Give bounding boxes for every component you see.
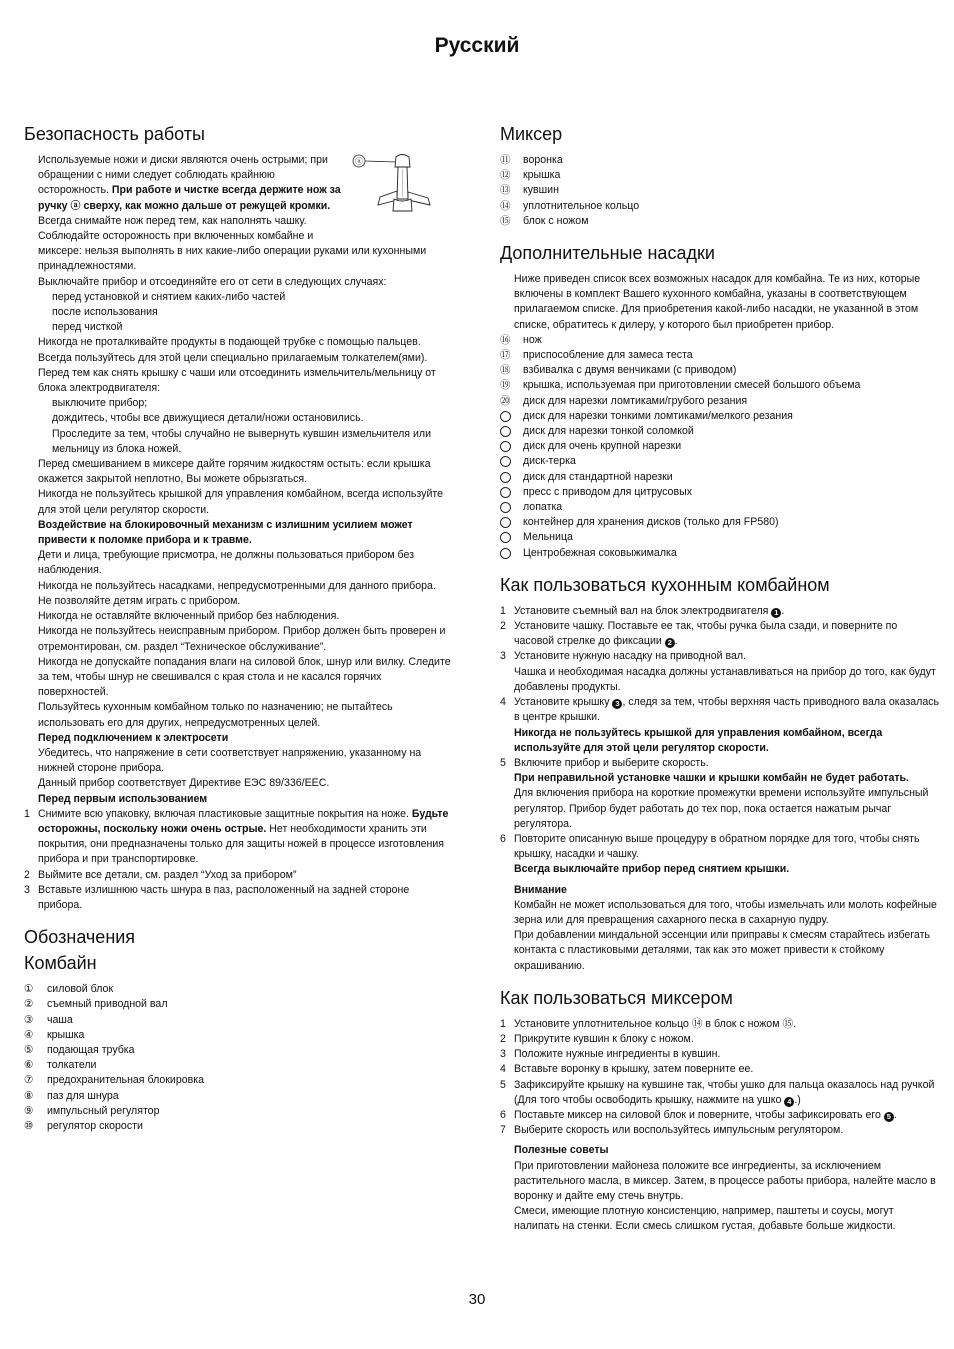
list-item <box>500 409 940 424</box>
list-item <box>24 1104 452 1119</box>
callout-a-ref: ⓐ <box>70 200 81 212</box>
step-badge: 1 <box>771 608 781 618</box>
list-item: 4 Установите крышку 3 , следя за тем, чтобы верхняя часть приводного вала оказалась в центре крышки. Никогда не пользуйтесь крышкой для управления комбайном, всегда используйте для этой цели регулятор скорости. <box>500 696 940 754</box>
item-label: нож <box>523 333 542 346</box>
item-number: ⑥ <box>24 1059 34 1072</box>
list-item: 1 Снимите всю упаковку, включая пластиковые защитные покрытия на ноже. Будьте осторожны, поскольку ножи очень острые. Нет необходимости хранить эти покрытия, они предназначены только для защиты ножей в процессе изготовления прибора и при транспортировке. <box>24 807 449 866</box>
safety-heading: Безопасность работы <box>24 124 205 144</box>
item-label: воронка <box>523 154 563 166</box>
list-item <box>500 500 940 515</box>
list-item: 3 Установите нужную насадку на приводной вал. Чашка и необходимая насадка должны устанавливаться на прибор до того, как будут добавлены продукты. <box>500 650 936 693</box>
list-item <box>500 530 940 545</box>
left-column <box>24 122 452 1134</box>
legend-heading: Обозначения <box>24 927 136 948</box>
attachments-numbered-list <box>500 333 940 409</box>
list-item: 5 Включите прибор и выберите скорость. При неправильной установке чашки и крышки комбайн не будет работать. Для включения прибора на короткие промежутки времени используйте импульсный регулятор. Прибор будет работать до тех пор, пока остается нажатым рычаг регулятора. <box>500 756 929 830</box>
list-item <box>500 168 940 183</box>
attachments-intro: Ниже приведен список всех возможных насадок для комбайна. Те из них, которые включены в комплект Вашего кухонного комбайна, указаны в соответствующем прилагаемом списке. Для приобретения какой-либо насадки, не указанной в этом списке, обратитесь к дилеру, у которого был приобретен прибор. <box>514 273 921 331</box>
list-item: 2 Установите чашку. Поставьте ее так, чтобы ручка была сзади, и поверните по часовой стрелке до фиксации 2 . <box>500 620 898 648</box>
item-number: ⑯ <box>500 333 511 346</box>
item-label: чаша <box>47 1013 73 1026</box>
item-number: ⑲ <box>500 379 511 392</box>
item-number: ⑰ <box>500 349 511 362</box>
item-number: ⑤ <box>24 1043 34 1056</box>
power-p2: Данный прибор соответствует Директиве ЕЭС 89/336/EEC. <box>38 777 330 790</box>
list-item <box>500 333 940 348</box>
use-mixer-steps <box>500 1017 940 1139</box>
item-label: предохранительная блокировка <box>47 1074 204 1087</box>
list-item: 6 Повторите описанную выше процедуру в обратном порядке для того, чтобы снять крышку, насадки и чашку. Всегда выключайте прибор перед снятием крышки. <box>500 832 920 876</box>
safety-p3: Выключайте прибор и отсоединяйте его от сети в следующих случаях: <box>38 275 387 288</box>
item-number: ⑩ <box>24 1119 34 1132</box>
note-p1: Комбайн не может использоваться для того, чтобы измельчать или молоть кофейные зерна или для превращения сахарного песка в сахарную пудру. <box>514 898 937 926</box>
list-item: 5 Зафиксируйте крышку на кувшине так, чтобы ушко для пальца оказалось над ручкой (Для того чтобы освободить крышку, нажмите на ушко 4 .) <box>500 1078 935 1106</box>
item-number: ⑪ <box>500 154 511 166</box>
list-item <box>500 546 940 561</box>
list-item <box>500 454 940 469</box>
use-processor-heading: Как пользоваться кухонным комбайном <box>500 574 830 595</box>
page-number: 30 <box>468 1291 486 1308</box>
power-p1: Убедитесь, что напряжение в сети соответствует напряжению, указанному на нижней стороне прибора. <box>38 746 422 775</box>
empty-circle-icon <box>500 426 511 437</box>
item-label: Мельница <box>523 531 573 544</box>
item-label: диск для нарезки тонкой соломкой <box>523 425 694 438</box>
item-label: кувшин <box>523 184 559 197</box>
tips-heading: Полезные советы <box>514 1144 609 1157</box>
list-item <box>500 153 940 168</box>
use-mixer-heading: Как пользоваться миксером <box>500 987 733 1008</box>
item-label: диск для нарезки ломтиками/грубого резания <box>523 394 748 407</box>
item-label: диск-терка <box>523 455 576 468</box>
item-label: диск для стандартной нарезки <box>523 470 673 483</box>
item-label: диск для очень крупной нарезки <box>523 440 682 453</box>
list-item <box>500 363 940 378</box>
list-item <box>500 183 940 198</box>
step-badge: 3 <box>612 699 622 709</box>
item-label: силовой блок <box>47 983 114 996</box>
item-label: импульсный регулятор <box>47 1104 160 1117</box>
safety-p2: Соблюдайте осторожность при включенных комбайне и миксере: нельзя выполнять в них какие-либо операции руками или кухонными принадлежностями. <box>38 230 427 273</box>
step-badge: 5 <box>884 1112 894 1122</box>
list-item <box>500 394 940 409</box>
step-badge: 4 <box>784 1097 794 1107</box>
item-label: приспособление для замеса теста <box>523 349 693 362</box>
safety-p15: Пользуйтесь кухонным комбайном только по назначению; не пытайтесь использовать его для других, непредусмотренных целей. <box>38 701 393 729</box>
item-label: диск для нарезки тонкими ломтиками/мелкого резания <box>523 409 793 422</box>
safety-p5-item: дождитесь, чтобы все движущиеся детали/ножи остановились. <box>52 412 364 425</box>
list-item <box>24 982 452 997</box>
safety-p4: Никогда не проталкивайте продукты в подающей трубке с помощью пальцев. Всегда пользуйтесь для этой цели специально прилагаемым толкателем(ями). <box>38 336 428 364</box>
empty-circle-icon <box>500 487 511 498</box>
item-number: ⑦ <box>24 1074 34 1087</box>
list-item: 6 Поставьте миксер на силовой блок и поверните, чтобы зафиксировать его 5 . <box>500 1108 897 1121</box>
step-badge: 2 <box>665 638 675 648</box>
mixer-heading: Миксер <box>500 124 563 144</box>
item-number: ① <box>24 983 34 996</box>
list-item <box>24 1119 452 1134</box>
safety-p1: Всегда снимайте нож перед тем, как наполнять чашку. <box>38 214 307 227</box>
safety-p12: Никогда не оставляйте включенный прибор без наблюдения. <box>38 610 340 623</box>
item-label: крышка, используемая при приготовлении смесей большого объема <box>523 379 861 392</box>
item-number: ② <box>24 998 34 1011</box>
item-label: Центробежная соковыжималка <box>523 546 677 559</box>
list-item <box>500 214 940 229</box>
list-item <box>500 485 940 500</box>
list-item: 3 Положите нужные ингредиенты в кувшин. <box>500 1048 721 1061</box>
legend-subheading: Комбайн <box>24 953 97 974</box>
item-number: ⑬ <box>500 184 511 197</box>
safety-p10: Никогда не пользуйтесь насадками, непредусмотренными для данного прибора. <box>38 579 436 592</box>
knife-illustration <box>350 153 450 235</box>
list-item <box>24 1013 452 1028</box>
list-item <box>500 348 940 363</box>
item-number: ⑮ <box>500 214 511 227</box>
list-item: 2 Прикрутите кувшин к блоку с ножом. <box>500 1032 694 1045</box>
list-item <box>24 1073 452 1088</box>
empty-circle-icon <box>500 548 511 559</box>
item-label: паз для шнура <box>47 1089 119 1102</box>
tips-p1: При приготовлении майонеза положите все ингредиенты, за исключением растительного масла, в миксер. Затем, в процессе работы прибора, налейте масло в воронку и дайте ему стечь внутрь. <box>514 1159 936 1202</box>
item-label: подающая трубка <box>47 1043 135 1056</box>
list-item <box>500 378 940 393</box>
list-item <box>500 470 940 485</box>
callout-a-label: ⓐ <box>355 157 363 166</box>
list-item <box>24 1028 452 1043</box>
page-title: Русский <box>434 34 520 57</box>
safety-p3-item: перед чисткой <box>52 321 123 334</box>
item-label: съемный приводной вал <box>47 998 168 1011</box>
item-number: ⑧ <box>24 1089 34 1102</box>
list-item: 2 Выймите все детали, см. раздел “Уход за прибором” <box>24 868 297 881</box>
item-label: регулятор скорости <box>47 1119 143 1132</box>
safety-p3-item: перед установкой и снятием каких-либо частей <box>52 290 286 303</box>
item-label: контейнер для хранения дисков (только для FP580) <box>523 516 779 529</box>
item-number: ③ <box>24 1013 34 1026</box>
list-item: 1 Установите уплотнительное кольцо ⑭ в блок с ножом ⑮. <box>500 1017 796 1030</box>
item-number: ⑭ <box>500 199 511 212</box>
safety-intro: Используемые ножи и диски являются очень острыми; при обращении с ними следует соблюдать крайнюю осторожность. <box>38 154 328 197</box>
item-number: ⑫ <box>500 169 511 182</box>
item-label: толкатели <box>47 1059 97 1072</box>
empty-circle-icon <box>500 456 511 467</box>
list-item: 4 Вставьте воронку в крышку, затем поверните ее. <box>500 1063 754 1076</box>
subheading-power: Перед подключением к электросети <box>38 731 229 744</box>
safety-p6: Перед смешиванием в миксере дайте горячим жидкостям остыть: если крышка окажется закрытой неплотно, Вы можете обрызгаться. <box>38 458 431 486</box>
attachments-optional-list <box>500 409 940 561</box>
empty-circle-icon <box>500 441 511 452</box>
first-use-steps <box>24 807 452 913</box>
knife-blade-icon <box>350 153 450 235</box>
list-item <box>500 424 940 439</box>
subheading-first-use: Перед первым использованием <box>38 792 208 805</box>
item-number: ⑨ <box>24 1104 34 1117</box>
use-processor-steps <box>500 604 940 878</box>
processor-legend <box>24 982 452 1134</box>
safety-p11: Не позволяйте детям играть с прибором. <box>38 594 241 607</box>
safety-p9: Дети и лица, требующие присмотра, не должны пользоваться прибором без наблюдения. <box>38 549 415 577</box>
item-label: взбивалка с двумя венчиками (с приводом) <box>523 364 737 377</box>
list-item <box>24 1043 452 1058</box>
safety-body <box>24 153 452 807</box>
attachments-heading: Дополнительные насадки <box>500 243 715 264</box>
safety-p3-item: после использования <box>52 306 158 319</box>
item-label: крышка <box>47 1028 85 1041</box>
list-item <box>24 997 452 1012</box>
safety-p8-warning: Воздействие на блокировочный механизм с излишним усилием может привести к поломке прибора и к травме. <box>38 518 413 547</box>
item-label: крышка <box>523 169 561 182</box>
right-column <box>500 122 940 1235</box>
safety-p13: Никогда не пользуйтесь неисправным прибором. Прибор должен быть проверен и отремонтирован, см. раздел “Техническое обслуживание”. <box>38 625 446 653</box>
tips-p2: Смеси, имеющие плотную консистенцию, например, паштеты и соусы, могут налипать на стенки. Если смесь слишком густая, добавьте больше жидкости. <box>514 1205 896 1233</box>
empty-circle-icon <box>500 411 511 422</box>
safety-p5-item: выключите прибор; <box>52 397 148 410</box>
empty-circle-icon <box>500 502 511 513</box>
list-item: 1 Установите съемный вал на блок электродвигателя 1 . <box>500 604 785 617</box>
mixer-legend <box>500 153 940 229</box>
note-heading: Внимание <box>514 883 567 896</box>
item-number: ⑳ <box>500 394 511 407</box>
list-item <box>500 199 940 214</box>
empty-circle-icon <box>500 472 511 483</box>
note-p2: При добавлении миндальной эссенции или приправы к смесям старайтесь избегать контакта с пластиковыми деталями, так как это может привести к стойкому окрашиванию. <box>514 929 930 972</box>
list-item <box>24 1089 452 1104</box>
item-number: ⑱ <box>500 364 511 377</box>
empty-circle-icon <box>500 517 511 528</box>
item-label: блок с ножом <box>523 214 589 227</box>
safety-p5: Перед тем как снять крышку с чаши или отсоединить измельчитель/мельницу от блока электродвигателя: <box>38 366 436 395</box>
item-number: ④ <box>24 1028 34 1041</box>
empty-circle-icon <box>500 532 511 543</box>
item-label: уплотнительное кольцо <box>523 199 640 212</box>
safety-p5-item: Проследите за тем, чтобы случайно не вывернуть кувшин измельчителя или мельницу из блока ножей. <box>52 427 431 455</box>
safety-intro-bold-1: При работе и чистке всегда держите нож за ручку <box>38 184 341 212</box>
list-item <box>500 439 940 454</box>
safety-p7: Никогда не пользуйтесь крышкой для управления комбайном, всегда используйте для этой цели регулятор скорости. <box>38 488 443 516</box>
item-label: пресс с приводом для цитрусовых <box>523 485 692 498</box>
list-item: 3 Вставьте излишнюю часть шнура в паз, расположенный на задней стороне прибора. <box>24 883 410 911</box>
safety-intro-bold-2: сверху, как можно дальше от режущей кромки. <box>83 199 331 212</box>
safety-p14: Никогда не допускайте попадания влаги на силовой блок, шнур или вилку. Следите за тем, чтобы шнур не свешивался с края стола и не касался горячих поверхностей. <box>38 655 451 699</box>
item-label: лопатка <box>523 501 563 514</box>
list-item: 7 Выберите скорость или воспользуйтесь импульсным регулятором. <box>500 1124 844 1137</box>
list-item <box>24 1058 452 1073</box>
list-item <box>500 515 940 530</box>
